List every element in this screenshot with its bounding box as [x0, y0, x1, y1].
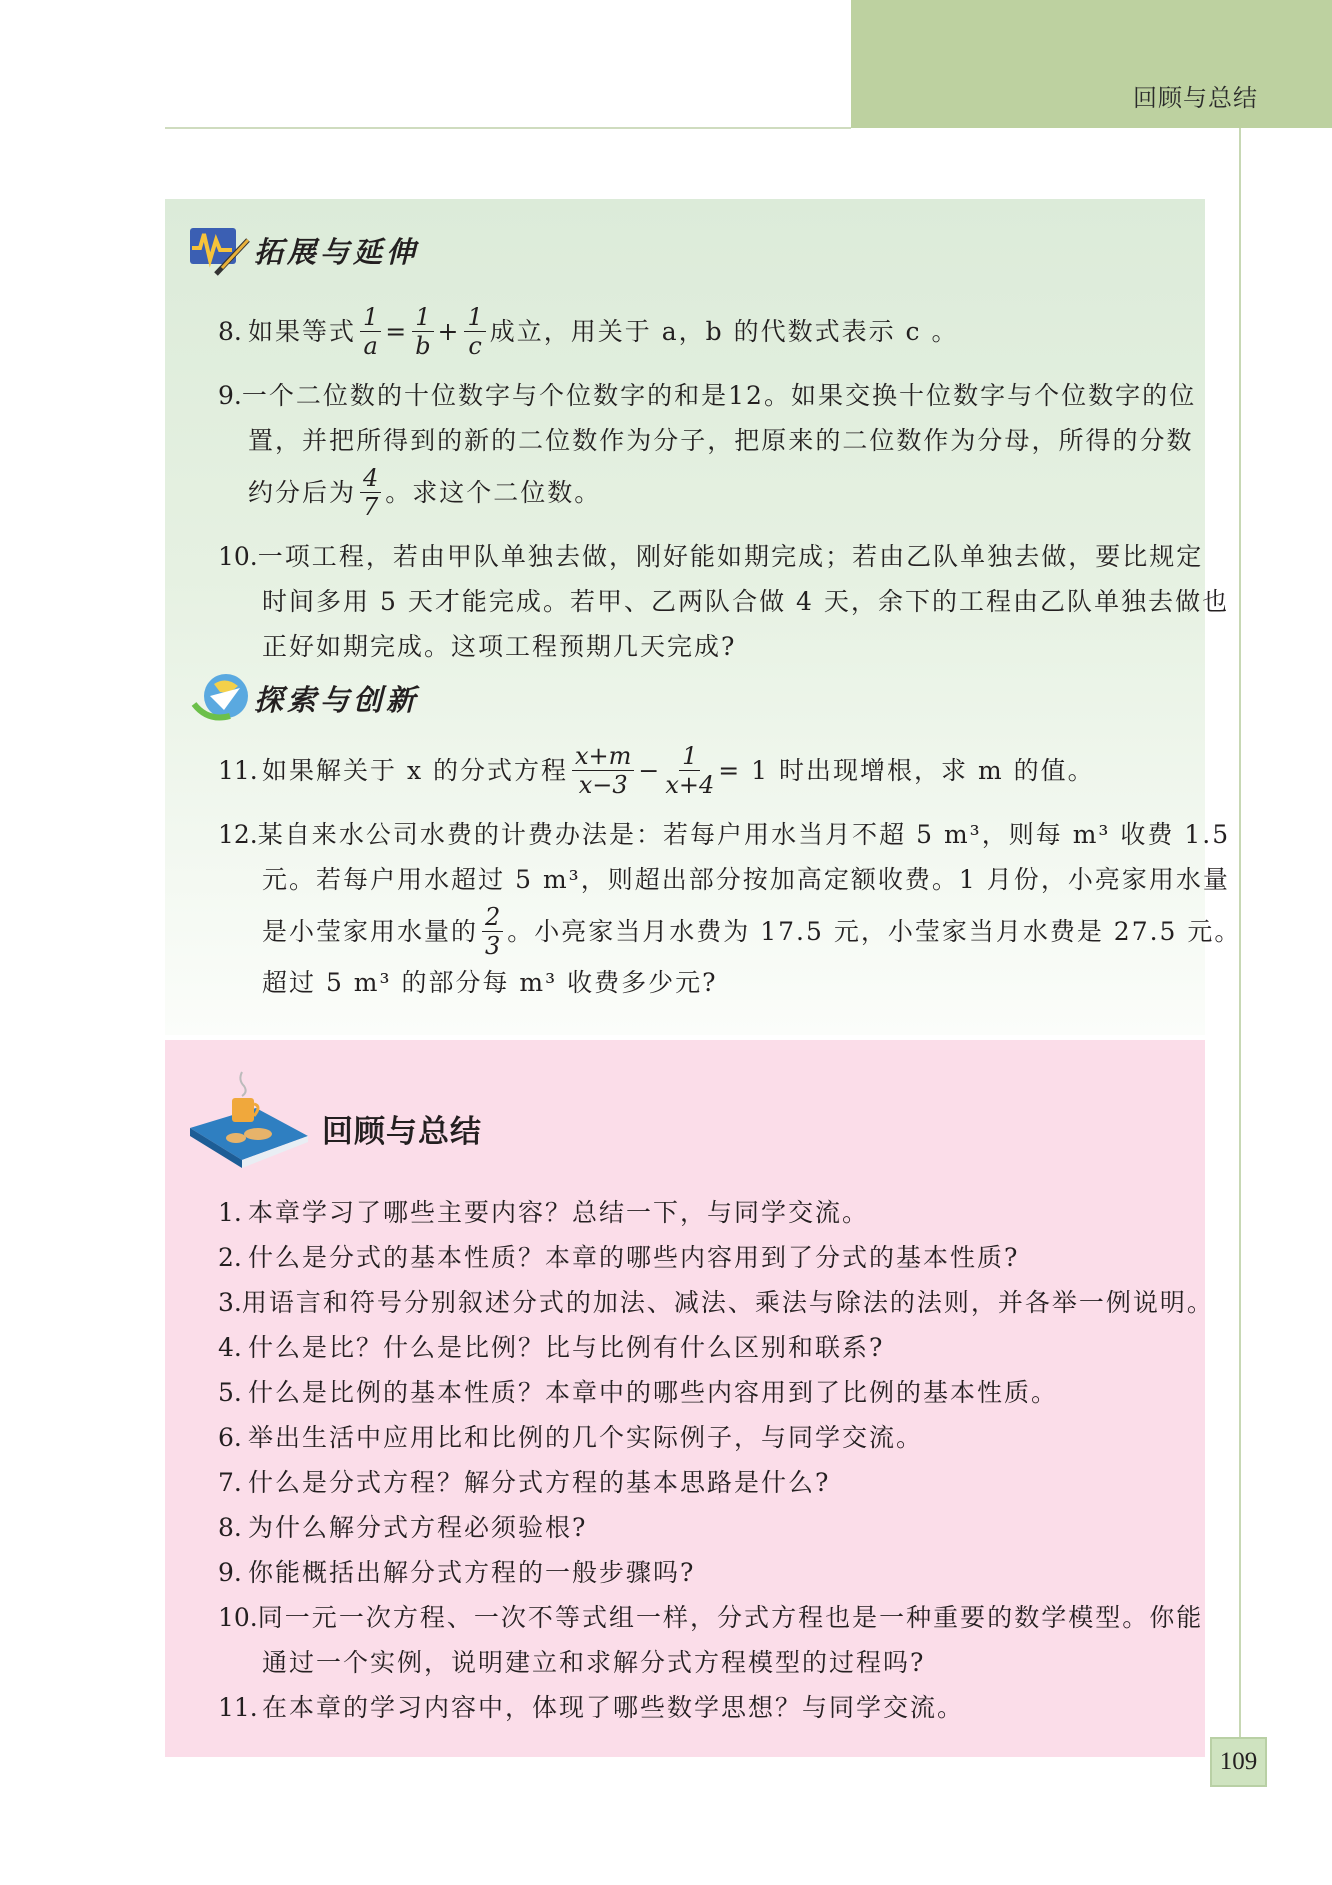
text-line [218, 1550, 1183, 1595]
text-line [218, 624, 1183, 669]
item-number: 12. [218, 820, 258, 849]
exercise-item [218, 1370, 1183, 1415]
text-segment: 举出生活中应用比和比例的几个实际例子，与同学交流。 [248, 1423, 924, 1452]
denominator: 3 [485, 931, 501, 960]
exercise-item [218, 1190, 1183, 1235]
text-line [218, 741, 1183, 799]
text-line [218, 534, 1204, 579]
fraction [360, 303, 381, 360]
exercise-item [218, 1415, 1183, 1460]
fraction [464, 303, 485, 360]
text-segment: 用语言和符号分别叙述分式的加法、减法、乘法与除法的法则，并各举一例说明。 [241, 1288, 1214, 1317]
text-segment: 置 ， 并 把 所 得 到 的 新 的 二 位 数 作 为 分 子 ， 把 原 来 的 二 位 数 作 为 分 母 ， 所 得 的 分 数 [248, 426, 1194, 455]
text-line [218, 1280, 1214, 1325]
chapter-header-band [851, 0, 1332, 128]
denominator: x+4 [665, 770, 715, 799]
text-line [218, 463, 1183, 521]
text-segment: 时 间 多 用 5 天 才 能 完 成 。 若 甲 、 乙 两 队 合 做 4 天 ， 余 下 的 工 程 由 乙 队 单 独 去 做 也 [262, 587, 1230, 616]
denominator: a [363, 331, 378, 360]
exercise-item [218, 1325, 1183, 1370]
section-header-expand [186, 222, 419, 278]
text-segment: 是小莹家用水量的 [262, 916, 479, 946]
item-number: 3. [218, 1288, 242, 1317]
fraction [360, 464, 381, 521]
text-line [218, 960, 1183, 1005]
text-line [218, 1685, 1183, 1730]
denominator: b [415, 331, 431, 360]
item-number: 10. [218, 1603, 258, 1632]
text-line [218, 1325, 1183, 1370]
text-line [218, 1595, 1204, 1640]
text-segment: 为什么解分式方程必须验根? [248, 1513, 588, 1542]
text-line [218, 373, 1197, 418]
text-line [218, 1415, 1183, 1460]
review-title: 回顾与总结 [322, 1114, 482, 1150]
text-segment: 元 。 若 每 户 用 水 超 过 5 m ³ ， 则 超 出 部 分 按 加 高 定 额 收 费 。 1 月 份 ， 小 亮 家 用 水 量 [262, 865, 1230, 894]
section-title: 拓展与延伸 [254, 234, 420, 269]
item-number: 9. [218, 1558, 242, 1587]
item-number: 5. [218, 1378, 242, 1407]
item-number: 7. [218, 1468, 242, 1497]
text-line [218, 1460, 1183, 1505]
item-number: 10. [218, 542, 258, 571]
text-segment: = 1 时出现增根，求 m 的值。 [718, 755, 1095, 785]
text-segment: 同 一 元 一 次 方 程 、 一 次 不 等 式 组 一 样 ， 分 式 方 程 也 是 一 种 重 要 的 数 学 模 型 。 你 能 [257, 1603, 1204, 1632]
denominator: 7 [363, 492, 379, 521]
text-line [218, 1235, 1183, 1280]
text-segment: + [437, 316, 461, 346]
fraction [572, 742, 634, 799]
text-segment: 一 个 二 位 数 的 十 位 数 字 与 个 位 数 字 的 和 是 1 2 。 如 果 交 换 十 位 数 字 与 个 位 数 字 的 位 [241, 381, 1197, 410]
text-segment: − [638, 755, 662, 785]
item-number: 8. [218, 1513, 242, 1542]
numerator: 1 [679, 742, 700, 771]
text-segment: 通过一个实例，说明建立和求解分式方程模型的过程吗? [262, 1648, 926, 1677]
text-line [218, 1505, 1183, 1550]
numerator: 1 [412, 303, 433, 332]
text-segment: 成立，用关于 a，b 的代数式表示 c 。 [489, 316, 959, 346]
text-segment: 在本章的学习内容中，体现了哪些数学思想？与同学交流。 [262, 1693, 965, 1722]
item-number: 11. [218, 1693, 258, 1722]
item-number: 9. [218, 381, 242, 410]
item-number: 6. [218, 1423, 242, 1452]
page-number: 109 [1210, 1737, 1267, 1787]
exercise-item [218, 302, 1183, 360]
exercise-item [218, 1235, 1183, 1280]
fraction [412, 303, 433, 360]
denominator: c [468, 331, 482, 360]
text-line [218, 302, 1183, 360]
book-cup-icon [186, 1062, 311, 1172]
text-line [218, 579, 1230, 624]
text-segment: 什么是分式的基本性质？本章的哪些内容用到了分式的基本性质? [248, 1243, 1020, 1272]
text-line [218, 1190, 1183, 1235]
header-divider [165, 127, 851, 129]
text-segment: 什么是分式方程？解分式方程的基本思路是什么? [248, 1468, 831, 1497]
text-segment: 一 项 工 程 ， 若 由 甲 队 单 独 去 做 ， 刚 好 能 如 期 完 成 ； 若 由 乙 队 单 独 去 做 ， 要 比 规 定 [257, 542, 1204, 571]
exercise-item [218, 812, 1242, 1005]
text-segment: 如果解关于 x 的分式方程 [262, 755, 568, 785]
exercise-item [218, 1595, 1204, 1685]
fraction [482, 903, 503, 960]
exercise-item [218, 741, 1183, 799]
text-segment: 。小亮家当月水费为 17.5 元，小莹家当月水费是 27.5 元。 [507, 916, 1242, 946]
denominator: x−3 [578, 770, 628, 799]
numerator: 1 [464, 303, 485, 332]
exercise-item [218, 1505, 1183, 1550]
exercise-item [218, 534, 1230, 669]
exercise-item [218, 1685, 1183, 1730]
text-segment: 约分后为 [248, 477, 357, 507]
text-segment: 本章学习了哪些主要内容？总结一下，与同学交流。 [248, 1198, 870, 1227]
item-number: 8. [218, 316, 242, 346]
text-line [218, 902, 1242, 960]
section-header-explore [190, 670, 419, 726]
text-line [218, 418, 1194, 463]
exercise-item [218, 1550, 1183, 1595]
text-segment: 你能概括出解分式方程的一般步骤吗? [248, 1558, 696, 1587]
exercise-item [218, 1280, 1214, 1325]
numerator: x+m [572, 742, 634, 771]
numerator: 2 [482, 903, 503, 932]
chart-pencil-icon [186, 222, 254, 278]
text-segment: 正好如期完成。这项工程预期几天完成? [262, 632, 737, 661]
text-line [218, 857, 1230, 902]
item-number: 2. [218, 1243, 242, 1272]
text-line [218, 812, 1231, 857]
chapter-header-title: 回顾与总结 [1133, 84, 1258, 112]
text-segment: 。求这个二位数。 [385, 477, 602, 507]
text-segment: 如果等式 [248, 316, 357, 346]
exercise-item [218, 1460, 1183, 1505]
numerator: 4 [360, 464, 381, 493]
text-line [218, 1370, 1183, 1415]
text-segment: 某 自 来 水 公 司 水 费 的 计 费 办 法 是 ： 若 每 户 用 水 当 月 不 超 5 m ³ ， 则 每 m ³ 收 费 1 . 5 [257, 820, 1231, 849]
globe-plane-icon [190, 670, 254, 726]
text-segment: 什么是比？什么是比例？比与比例有什么区别和联系? [248, 1333, 885, 1362]
item-number: 1. [218, 1198, 242, 1227]
item-number: 4. [218, 1333, 242, 1362]
item-number: 11. [218, 755, 258, 785]
text-segment: = [385, 316, 409, 346]
section-title: 探索与创新 [254, 682, 420, 717]
fraction [665, 742, 714, 799]
text-segment: 什么是比例的基本性质？本章中的哪些内容用到了比例的基本性质。 [248, 1378, 1059, 1407]
numerator: 1 [360, 303, 381, 332]
exercise-item [218, 373, 1197, 521]
text-line [218, 1640, 1183, 1685]
text-segment: 超过 5 m³ 的部分每 m³ 收费多少元? [262, 968, 718, 997]
